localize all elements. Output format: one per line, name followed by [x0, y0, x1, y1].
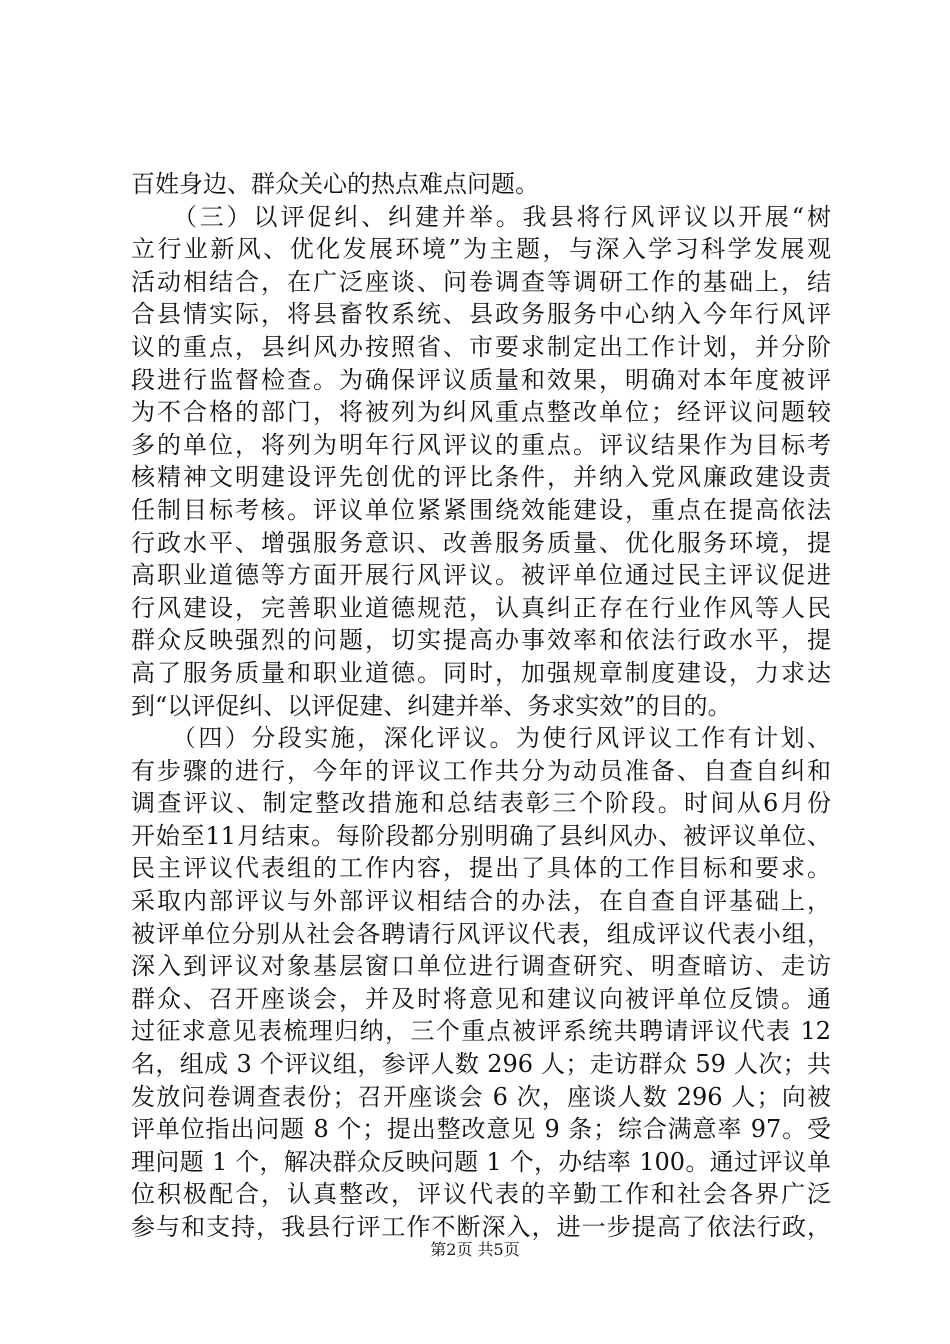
- text-line: 行风建设，完善职业道德规范，认真纠正存在行业作风等人民: [131, 593, 831, 622]
- text-line: 发放问卷调查表份；召开座谈会 6 次，座谈人数 296 人；向被: [131, 1082, 831, 1111]
- text-line: 开始至11月结束。每阶段都分别明确了县纠风办、被评议单位、: [131, 821, 831, 850]
- text-line: 深入到评议对象基层窗口单位进行调查研究、明查暗访、走访: [131, 952, 831, 981]
- text-line: 参与和支持，我县行评工作不断深入，进一步提高了依法行政，: [131, 1213, 831, 1241]
- page-footer: [0, 1240, 950, 1260]
- text-line: （三）以评促纠、纠建并举。我县将行风评议以开展“树: [131, 202, 831, 231]
- text-line: 合县情实际，将县畜牧系统、县政务服务中心纳入今年行风评: [131, 300, 831, 329]
- text-line: 过征求意见表梳理归纳，三个重点被评系统共聘请评议代表 12: [131, 1017, 831, 1046]
- text-line: 立行业新风、优化发展环境”为主题，与深入学习科学发展观: [131, 235, 831, 264]
- text-line: （四）分段实施，深化评议。为使行风评议工作有计划、: [131, 724, 831, 753]
- text-line: 到“以评促纠、以评促建、纠建并举、务求实效”的目的。: [131, 691, 732, 720]
- text-line: 活动相结合，在广泛座谈、问卷调查等调研工作的基础上，结: [131, 267, 831, 296]
- text-line: 被评单位分别从社会各聘请行风评议代表，组成评议代表小组，: [131, 919, 831, 948]
- text-line: 理问题 1 个，解决群众反映问题 1 个，办结率 100。通过评议单: [131, 1147, 831, 1176]
- text-line: 行政水平、增强服务意识、改善服务质量、优化服务环境，提: [131, 528, 831, 557]
- text-line: 多的单位，将列为明年行风评议的重点。评议结果作为目标考: [131, 430, 831, 459]
- text-line: 高了服务质量和职业道德。同时，加强规章制度建设，力求达: [131, 658, 831, 687]
- text-line: 有步骤的进行，今年的评议工作共分为动员准备、自查自纠和: [131, 756, 831, 785]
- text-line: 采取内部评议与外部评议相结合的办法，在自查自评基础上，: [131, 887, 831, 916]
- text-line: 评单位指出问题 8 个；提出整改意见 9 条；综合满意率 97。受: [131, 1115, 831, 1144]
- text-line: 名，组成 3 个评议组，参评人数 296 人；走访群众 59 人次；共: [131, 1050, 831, 1079]
- text-line: 群众、召开座谈会，并及时将意见和建议向被评单位反馈。通: [131, 984, 831, 1013]
- text-line: 段进行监督检查。为确保评议质量和效果，明确对本年度被评: [131, 365, 831, 394]
- text-line: 群众反映强烈的问题，切实提高办事效率和依法行政水平，提: [131, 626, 831, 655]
- text-line: 位积极配合，认真整改，评议代表的辛勤工作和社会各界广泛: [131, 1180, 831, 1209]
- document-body: [131, 168, 831, 1244]
- text-line: 任制目标考核。评议单位紧紧围绕效能建设，重点在提高依法: [131, 495, 831, 524]
- page-number: 第2页 共5页: [430, 1240, 520, 1259]
- text-line: 核精神文明建设评先创优的评比条件，并纳入党风廉政建设责: [131, 463, 831, 492]
- text-line: 民主评议代表组的工作内容，提出了具体的工作目标和要求。: [131, 854, 831, 883]
- text-line: 议的重点，县纠风办按照省、市要求制定出工作计划，并分阶: [131, 332, 831, 361]
- text-line: 调查评议、制定整改措施和总结表彰三个阶段。时间从6月份: [131, 789, 831, 818]
- text-line: 高职业道德等方面开展行风评议。被评单位通过民主评议促进: [131, 561, 831, 590]
- text-line: 为不合格的部门，将被列为纠风重点整改单位；经评议问题较: [131, 398, 831, 427]
- text-line: 百姓身边、群众关心的热点难点问题。: [131, 170, 539, 198]
